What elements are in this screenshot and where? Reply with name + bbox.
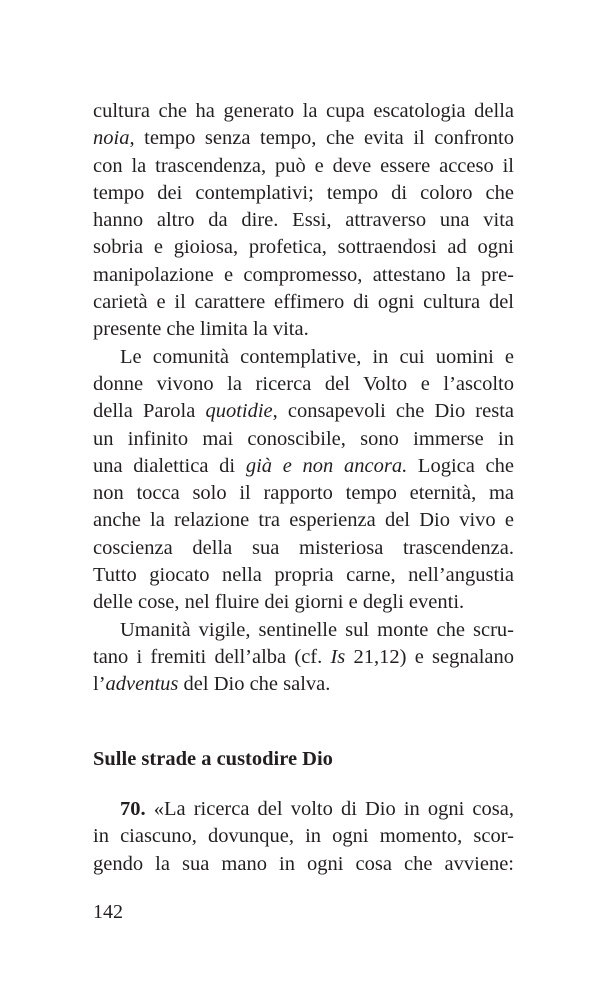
text-line — [93, 316, 514, 343]
text-segment: 21,12) e segnalano — [345, 645, 514, 668]
text-segment: con la trascendenza, può e deve essere acceso il — [93, 154, 514, 177]
text-segment: tempo dei contemplativi; tempo di coloro che — [93, 181, 514, 204]
body-text — [93, 98, 514, 699]
text-line — [93, 671, 514, 698]
text-segment: donne vivono la ricerca del Volto e l’ascolto — [93, 372, 514, 395]
text-segment: una dialettica di — [93, 454, 246, 477]
text-line — [93, 207, 514, 234]
text-line — [93, 535, 514, 562]
text-segment: carietà e il carattere effimero di ogni cultura del — [93, 291, 514, 314]
text-line — [93, 234, 514, 261]
text-segment: presente che limita la vita. — [93, 318, 309, 341]
text-line — [93, 796, 514, 823]
italic-text: noia — [93, 127, 130, 150]
italic-text: quotidie — [205, 400, 273, 423]
paragraph-number: 70. — [120, 798, 146, 820]
italic-text: Is — [330, 645, 346, 668]
text-line — [93, 823, 514, 850]
text-line — [93, 851, 514, 878]
text-segment: Le comunità contemplative, in cui uomini e — [120, 345, 514, 368]
text-segment: hanno altro da dire. Essi, attraverso una vita — [93, 209, 514, 232]
text-segment: tano i fremiti dell’alba (cf. — [93, 645, 331, 668]
text-segment: , consapevoli che Dio resta — [272, 400, 514, 423]
text-segment: sobria e gioiosa, profetica, sottraendosi ad ogni — [93, 236, 514, 259]
text-segment: Tutto giocato nella propria carne, nell’angustia — [93, 564, 514, 587]
text-line — [93, 180, 514, 207]
text-segment: delle cose, nel fluire dei giorni e degli eventi. — [93, 591, 465, 614]
text-line — [93, 125, 514, 152]
text-segment: «La ricerca del volto di Dio in ogni cosa, — [145, 798, 514, 820]
text-segment: in ciascuno, dovunque, in ogni momento, scor- — [93, 825, 514, 848]
text-segment: della Parola — [93, 400, 206, 423]
section-heading: Sulle strade a custodire Dio — [93, 748, 333, 770]
text-segment: cultura che ha generato la cupa escatologia della — [93, 100, 514, 122]
text-line — [93, 289, 514, 316]
text-segment: l’ — [93, 673, 106, 696]
text-line — [93, 398, 514, 425]
text-segment: non tocca solo il rapporto tempo eternità, ma — [93, 482, 514, 505]
text-segment: Umanità vigile, sentinelle sul monte che scru- — [120, 618, 514, 641]
text-line — [93, 507, 514, 534]
text-segment: coscienza della sua misteriosa trascendenza. — [93, 536, 514, 559]
text-line — [93, 426, 514, 453]
italic-text: adventus — [105, 673, 179, 696]
text-segment: gendo la sua mano in ogni cosa che avviene: — [93, 852, 514, 875]
text-line — [93, 562, 514, 589]
text-line — [93, 644, 514, 671]
text-line — [93, 153, 514, 180]
section-70-text — [93, 796, 514, 878]
text-line — [93, 344, 514, 371]
text-segment: , tempo senza tempo, che evita il confronto — [129, 127, 514, 150]
text-segment: del Dio che salva. — [178, 673, 331, 696]
text-segment: un infinito mai conoscibile, sono immerse in — [93, 427, 514, 450]
text-line — [93, 453, 514, 480]
text-line — [93, 480, 514, 507]
text-segment: manipolazione e compromesso, attestano la pre- — [93, 263, 514, 286]
text-line — [93, 589, 514, 616]
text-segment: anche la relazione tra esperienza del Dio vivo e — [93, 509, 514, 532]
text-line — [93, 617, 514, 644]
italic-text: già e non ancora. — [245, 454, 408, 477]
text-line — [93, 371, 514, 398]
text-line — [93, 98, 514, 125]
text-line — [93, 262, 514, 289]
text-segment: Logica che — [407, 454, 514, 477]
page-number: 142 — [93, 901, 123, 923]
